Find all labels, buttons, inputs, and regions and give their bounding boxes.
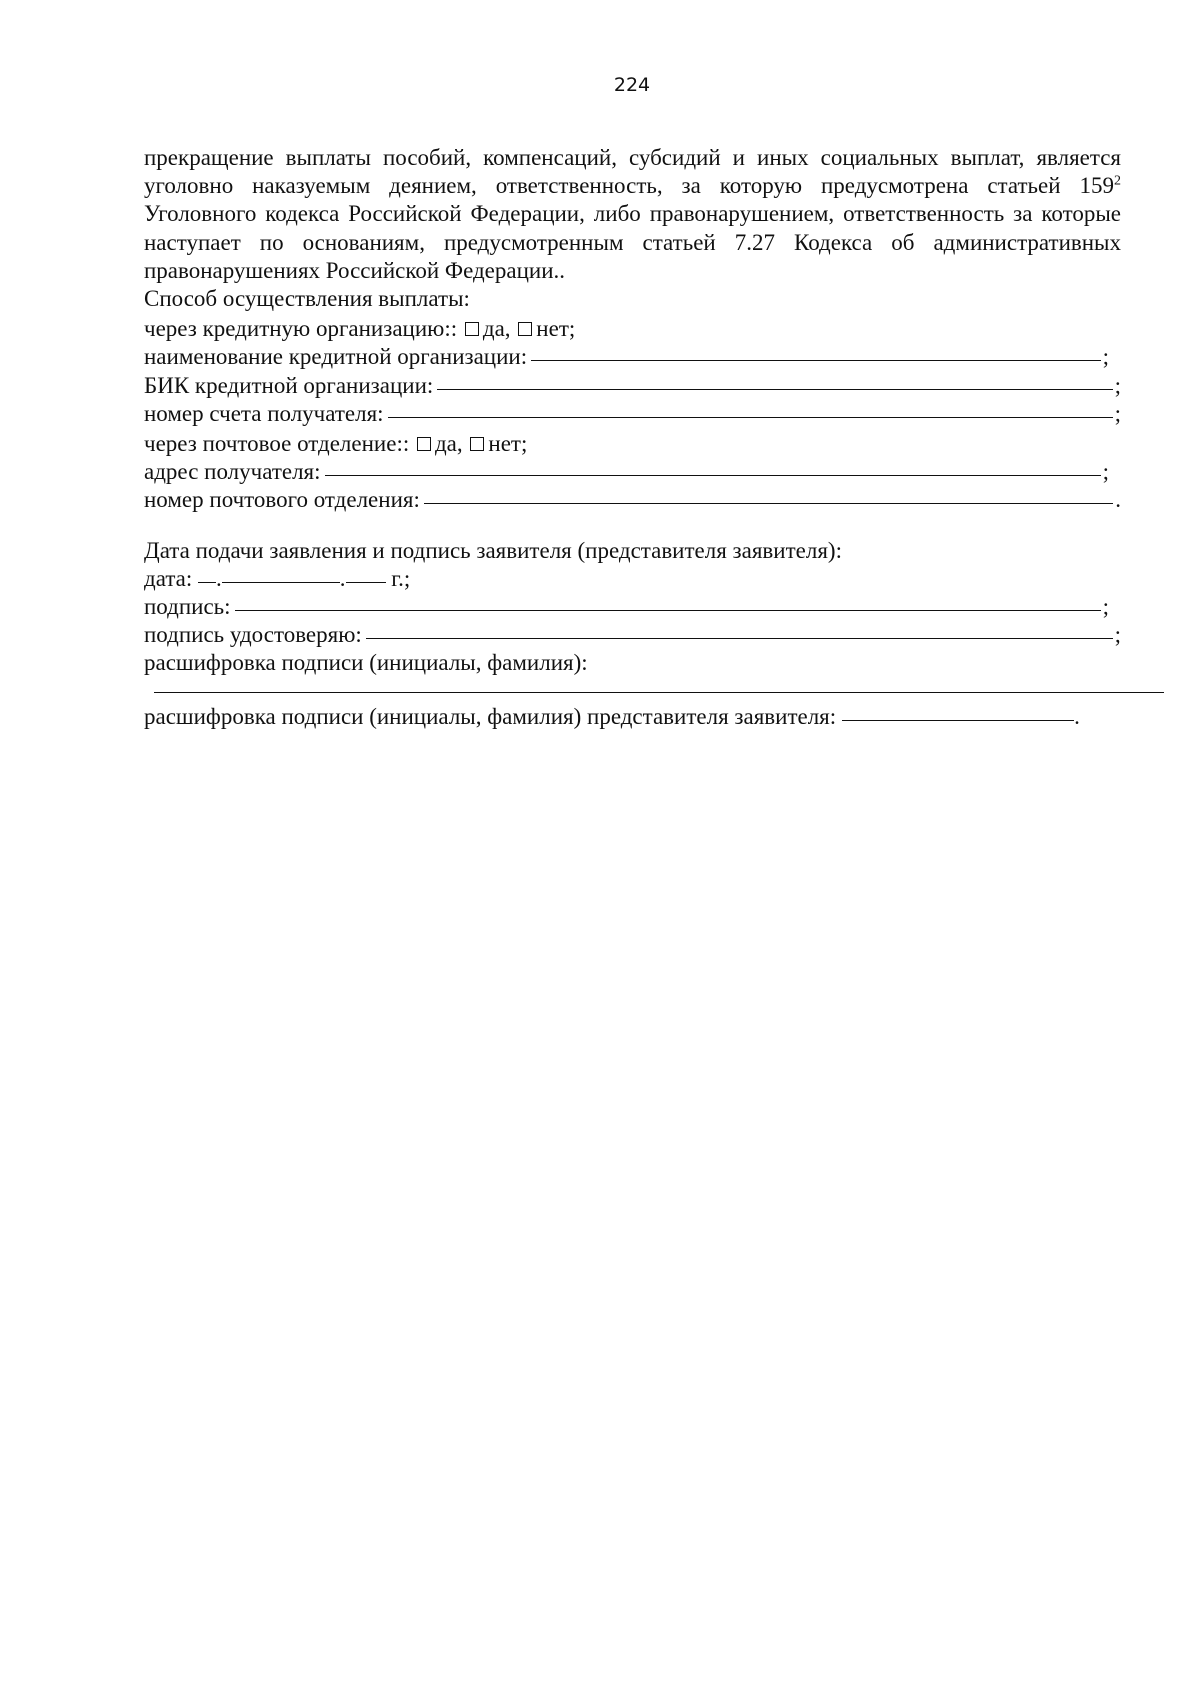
- legal-text: прекращение выплаты пособий, компенсаций, субсидий и иных социальных выплат, является уголовно наказуемым деянием, ответственность, за которую предусмотрена статьей 159: [144, 145, 1121, 199]
- page-number: 224: [613, 74, 651, 96]
- date-row: дата: . . г.;: [144, 565, 1121, 593]
- legal-superscript: 2: [1114, 173, 1121, 189]
- rep-decoding-field[interactable]: [842, 720, 1074, 721]
- signature-end: ;: [1102, 593, 1109, 619]
- credit-org-label: через кредитную организацию::: [144, 316, 458, 342]
- post-number-label: номер почтового отделения:: [144, 487, 420, 513]
- account-row: [144, 400, 1121, 428]
- credit-org-option-row: [144, 315, 1121, 343]
- decoding-label: расшифровка подписи (инициалы, фамилия):: [144, 650, 588, 676]
- date-label: дата:: [144, 565, 193, 591]
- signature-label: подпись:: [144, 593, 231, 619]
- address-row: [144, 458, 1109, 486]
- signature-row: [144, 593, 1109, 621]
- bik-row: [144, 372, 1121, 400]
- credit-org-yes-checkbox[interactable]: [465, 322, 479, 336]
- post-yes-checkbox[interactable]: [417, 437, 431, 451]
- post-no-checkbox[interactable]: [470, 437, 484, 451]
- rep-decoding-label: расшифровка подписи (инициалы, фамилия) представителя заявителя:: [144, 704, 837, 730]
- payment-method-heading: Способ осуществления выплаты:: [144, 286, 470, 312]
- certify-field[interactable]: [366, 638, 1113, 639]
- certify-row: [144, 621, 1121, 649]
- post-number-field[interactable]: [424, 503, 1113, 504]
- post-option-row: [144, 430, 1121, 458]
- account-end: ;: [1114, 400, 1121, 426]
- account-label: номер счета получателя:: [144, 400, 384, 426]
- credit-org-no-checkbox[interactable]: [518, 322, 532, 336]
- bik-end: ;: [1114, 372, 1121, 398]
- address-label: адрес получателя:: [144, 459, 321, 485]
- post-label: через почтовое отделение::: [144, 430, 410, 456]
- decoding-label-row: [144, 649, 1121, 677]
- post-number-row: [144, 486, 1121, 514]
- legal-paragraph: [144, 144, 1121, 285]
- credit-org-name-field[interactable]: [531, 360, 1100, 361]
- date-suffix: г.;: [391, 565, 411, 591]
- post-number-end: .: [1115, 487, 1121, 513]
- legal-text-continued: Уголовного кодекса Российской Федерации, либо правонарушением, ответственность за которые наступает по основаниям, предусмотренным статьей 7.27 Кодекса об административных правонарушениях Российской Федерации..: [144, 201, 1121, 283]
- signature-field[interactable]: [235, 610, 1101, 611]
- date-day-field[interactable]: [198, 582, 216, 583]
- document-body: [144, 144, 1121, 732]
- credit-org-no-label: нет;: [536, 316, 576, 342]
- date-year-field[interactable]: [346, 582, 386, 583]
- post-no-label: нет;: [488, 430, 528, 456]
- bik-field[interactable]: [437, 389, 1112, 390]
- credit-org-name-row: [144, 343, 1109, 371]
- address-field[interactable]: [325, 475, 1101, 476]
- rep-decoding-end: .: [1074, 704, 1080, 730]
- credit-org-name-label: наименование кредитной организации:: [144, 344, 528, 370]
- signature-heading: Дата подачи заявления и подпись заявителя (представителя заявителя):: [144, 537, 842, 563]
- certify-end: ;: [1114, 622, 1121, 648]
- decoding-field[interactable]: [154, 692, 1164, 693]
- address-end: ;: [1102, 459, 1109, 485]
- decoding-field-row: [144, 677, 1121, 703]
- rep-decoding-row: [144, 703, 1121, 731]
- post-yes-label: да,: [434, 430, 463, 456]
- bik-label: БИК кредитной организации:: [144, 372, 434, 398]
- date-month-field[interactable]: [222, 582, 340, 583]
- account-field[interactable]: [388, 417, 1113, 418]
- certify-label: подпись удостоверяю:: [144, 622, 362, 648]
- credit-org-name-end: ;: [1102, 344, 1109, 370]
- credit-org-yes-label: да,: [482, 316, 511, 342]
